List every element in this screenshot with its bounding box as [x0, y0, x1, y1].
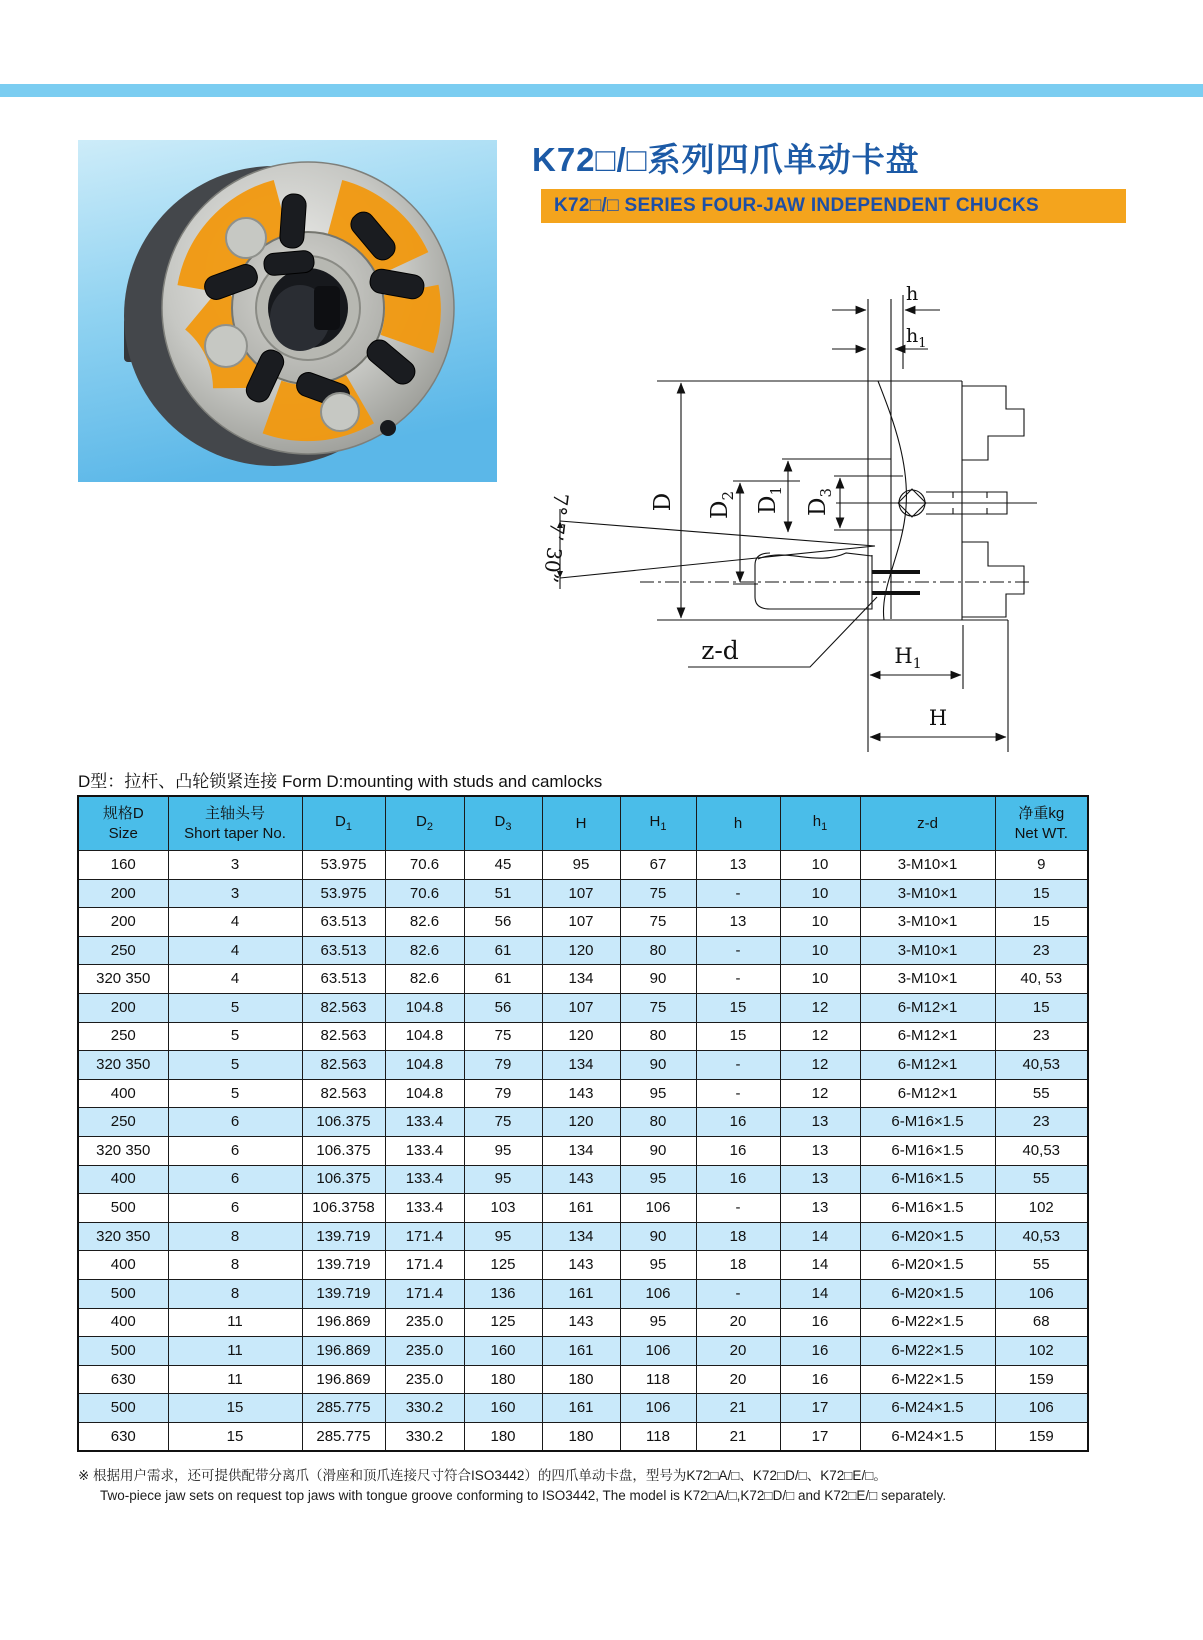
table-cell: -: [696, 1194, 780, 1223]
table-cell: 15: [995, 879, 1088, 908]
dim-D1: [755, 461, 788, 532]
table-cell: 12: [780, 1079, 860, 1108]
table-cell: 63.513: [302, 936, 385, 965]
table-cell: 120: [542, 1022, 620, 1051]
table-cell: 75: [464, 1108, 542, 1137]
table-cell: 250: [78, 1108, 168, 1137]
table-cell: 134: [542, 1051, 620, 1080]
table-cell: 8: [168, 1279, 302, 1308]
table-cell: 107: [542, 993, 620, 1022]
table-cell: 6-M24×1.5: [860, 1422, 995, 1451]
table-cell: 9: [995, 851, 1088, 880]
table-cell: 106: [620, 1337, 696, 1366]
table-cell: 18: [696, 1222, 780, 1251]
table-cell: 15: [995, 908, 1088, 937]
table-row: [78, 965, 1088, 994]
table-cell: 125: [464, 1251, 542, 1280]
top-accent-bar: [0, 84, 1203, 97]
table-cell: 80: [620, 936, 696, 965]
table-cell: 143: [542, 1079, 620, 1108]
table-cell: 160: [464, 1337, 542, 1366]
table-cell: 23: [995, 1022, 1088, 1051]
table-cell: 134: [542, 1222, 620, 1251]
table-cell: 400: [78, 1079, 168, 1108]
table-cell: 235.0: [385, 1337, 464, 1366]
table-row: [78, 1079, 1088, 1108]
table-cell: 6-M12×1: [860, 993, 995, 1022]
table-cell: 180: [542, 1422, 620, 1451]
svg-text:D2: $D_2$: [707, 491, 737, 519]
table-cell: 235.0: [385, 1365, 464, 1394]
column-header: $H_1$: [620, 796, 696, 851]
table-cell: 159: [995, 1365, 1088, 1394]
table-row: [78, 1308, 1088, 1337]
table-cell: 6-M16×1.5: [860, 1194, 995, 1223]
svg-text:H: H: [928, 706, 948, 730]
table-cell: 3-M10×1: [860, 965, 995, 994]
table-cell: 16: [780, 1308, 860, 1337]
series-banner: [541, 189, 1126, 223]
table-cell: 196.869: [302, 1337, 385, 1366]
table-cell: 180: [464, 1422, 542, 1451]
column-header: $h_1$: [780, 796, 860, 851]
table-header-row: [78, 796, 1088, 851]
table-cell: 95: [620, 1079, 696, 1108]
table-row: [78, 1222, 1088, 1251]
table-cell: 171.4: [385, 1222, 464, 1251]
table-cell: 3-M10×1: [860, 908, 995, 937]
table-cell: 95: [464, 1222, 542, 1251]
table-cell: 630: [78, 1365, 168, 1394]
column-header: h: [696, 796, 780, 851]
table-cell: 106.375: [302, 1136, 385, 1165]
table-cell: 250: [78, 936, 168, 965]
table-cell: 200: [78, 908, 168, 937]
product-photo: [78, 140, 497, 482]
column-header: $D_1$: [302, 796, 385, 851]
table-row: [78, 1165, 1088, 1194]
table-cell: 16: [696, 1165, 780, 1194]
table-row: [78, 1051, 1088, 1080]
table-cell: 400: [78, 1165, 168, 1194]
table-cell: 160: [78, 851, 168, 880]
table-cell: 500: [78, 1194, 168, 1223]
table-cell: 161: [542, 1279, 620, 1308]
table-cell: 6: [168, 1194, 302, 1223]
table-cell: 15: [696, 1022, 780, 1051]
table-cell: 4: [168, 965, 302, 994]
table-cell: 4: [168, 936, 302, 965]
table-cell: 16: [780, 1365, 860, 1394]
table-cell: 250: [78, 1022, 168, 1051]
table-cell: 630: [78, 1422, 168, 1451]
table-cell: 106: [620, 1279, 696, 1308]
table-row: [78, 936, 1088, 965]
column-header: H: [542, 796, 620, 851]
table-cell: 235.0: [385, 1308, 464, 1337]
table-cell: 53.975: [302, 879, 385, 908]
table-cell: -: [696, 879, 780, 908]
table-cell: 40,53: [995, 1136, 1088, 1165]
table-cell: 400: [78, 1308, 168, 1337]
table-cell: 3: [168, 879, 302, 908]
table-cell: 104.8: [385, 1051, 464, 1080]
table-cell: 45: [464, 851, 542, 880]
table-cell: 18: [696, 1251, 780, 1280]
table-cell: 75: [620, 993, 696, 1022]
table-cell: 103: [464, 1194, 542, 1223]
table-cell: 6-M22×1.5: [860, 1308, 995, 1337]
table-cell: 161: [542, 1337, 620, 1366]
table-cell: 21: [696, 1422, 780, 1451]
table-cell: 106.375: [302, 1165, 385, 1194]
table-cell: -: [696, 1051, 780, 1080]
table-cell: 6-M12×1: [860, 1022, 995, 1051]
table-cell: 17: [780, 1394, 860, 1423]
table-cell: 40, 53: [995, 965, 1088, 994]
table-cell: 3: [168, 851, 302, 880]
table-cell: -: [696, 1079, 780, 1108]
table-row: [78, 1194, 1088, 1223]
table-cell: 80: [620, 1108, 696, 1137]
stud: [640, 553, 1030, 609]
table-cell: 5: [168, 993, 302, 1022]
table-cell: 139.719: [302, 1222, 385, 1251]
table-cell: 82.563: [302, 1022, 385, 1051]
table-cell: 82.563: [302, 1051, 385, 1080]
table-cell: 68: [995, 1308, 1088, 1337]
table-cell: 90: [620, 1051, 696, 1080]
column-header: z-d: [860, 796, 995, 851]
table-cell: 82.563: [302, 1079, 385, 1108]
table-cell: 285.775: [302, 1422, 385, 1451]
svg-text:z-d: z-d: [701, 636, 739, 665]
table-cell: 104.8: [385, 993, 464, 1022]
table-cell: 13: [780, 1108, 860, 1137]
column-header: 规格D Size: [78, 796, 168, 851]
table-cell: 14: [780, 1222, 860, 1251]
table-cell: 10: [780, 879, 860, 908]
table-cell: 139.719: [302, 1279, 385, 1308]
table-cell: 16: [696, 1136, 780, 1165]
table-cell: 56: [464, 908, 542, 937]
z-d-label: [688, 597, 877, 667]
table-cell: 11: [168, 1337, 302, 1366]
table-cell: 6: [168, 1165, 302, 1194]
table-cell: 320 350: [78, 1222, 168, 1251]
table-cell: 55: [995, 1079, 1088, 1108]
table-row: [78, 908, 1088, 937]
table-cell: 104.8: [385, 1022, 464, 1051]
table-cell: 16: [780, 1337, 860, 1366]
table-cell: 6-M16×1.5: [860, 1108, 995, 1137]
table-cell: 320 350: [78, 1051, 168, 1080]
table-cell: 75: [620, 908, 696, 937]
table-cell: 53.975: [302, 851, 385, 880]
table-cell: 55: [995, 1165, 1088, 1194]
table-cell: 21: [696, 1394, 780, 1423]
table-cell: 79: [464, 1051, 542, 1080]
table-cell: 133.4: [385, 1136, 464, 1165]
table-cell: 70.6: [385, 851, 464, 880]
table-cell: 6-M12×1: [860, 1079, 995, 1108]
table-cell: 40,53: [995, 1051, 1088, 1080]
table-cell: 107: [542, 908, 620, 937]
column-header: 主轴头号 Short taper No.: [168, 796, 302, 851]
table-cell: 6-M22×1.5: [860, 1365, 995, 1394]
table-cell: 171.4: [385, 1251, 464, 1280]
chuck-photo-illustration: [78, 140, 497, 482]
table-cell: 61: [464, 965, 542, 994]
table-cell: 10: [780, 908, 860, 937]
table-cell: 12: [780, 993, 860, 1022]
table-cell: 180: [542, 1365, 620, 1394]
table-cell: 90: [620, 1136, 696, 1165]
table-cell: 5: [168, 1079, 302, 1108]
table-cell: 106: [995, 1279, 1088, 1308]
table-row: [78, 1365, 1088, 1394]
table-cell: 75: [464, 1022, 542, 1051]
table-cell: 3-M10×1: [860, 851, 995, 880]
table-cell: 106: [995, 1394, 1088, 1423]
table-cell: 23: [995, 1108, 1088, 1137]
table-cell: 6: [168, 1136, 302, 1165]
angle-label: 7° 7’ 30”: [538, 491, 574, 585]
table-cell: 133.4: [385, 1165, 464, 1194]
table-cell: 82.6: [385, 936, 464, 965]
table-cell: 106: [620, 1194, 696, 1223]
table-cell: 3-M10×1: [860, 936, 995, 965]
table-cell: 15: [168, 1422, 302, 1451]
table-cell: 161: [542, 1194, 620, 1223]
table-cell: 6-M24×1.5: [860, 1394, 995, 1423]
table-cell: 196.869: [302, 1308, 385, 1337]
table-cell: 134: [542, 1136, 620, 1165]
table-cell: 143: [542, 1251, 620, 1280]
table-cell: 104.8: [385, 1079, 464, 1108]
table-cell: 102: [995, 1337, 1088, 1366]
table-cell: 13: [780, 1194, 860, 1223]
table-cell: 15: [696, 993, 780, 1022]
table-cell: 6-M20×1.5: [860, 1279, 995, 1308]
dim-H: [870, 620, 1008, 752]
table-row: [78, 1136, 1088, 1165]
table-row: [78, 1279, 1088, 1308]
table-cell: 500: [78, 1394, 168, 1423]
table-cell: 11: [168, 1308, 302, 1337]
table-cell: 13: [696, 851, 780, 880]
table-row: [78, 1422, 1088, 1451]
table-cell: 80: [620, 1022, 696, 1051]
table-cell: 90: [620, 965, 696, 994]
table-cell: 143: [542, 1165, 620, 1194]
table-cell: 15: [168, 1394, 302, 1423]
table-cell: 95: [464, 1165, 542, 1194]
technical-drawing: [525, 252, 1037, 762]
column-header: $D_3$: [464, 796, 542, 851]
table-cell: 330.2: [385, 1394, 464, 1423]
table-cell: 180: [464, 1365, 542, 1394]
table-cell: 4: [168, 908, 302, 937]
table-cell: 320 350: [78, 1136, 168, 1165]
table-row: [78, 1251, 1088, 1280]
table-cell: 8: [168, 1251, 302, 1280]
table-cell: 13: [780, 1136, 860, 1165]
dim-D: [650, 383, 681, 618]
table-row: [78, 993, 1088, 1022]
table-cell: 200: [78, 993, 168, 1022]
table-row: [78, 851, 1088, 880]
table-cell: 400: [78, 1251, 168, 1280]
table-cell: 12: [780, 1022, 860, 1051]
table-cell: 3-M10×1: [860, 879, 995, 908]
dim-h: [832, 283, 940, 310]
table-cell: 90: [620, 1222, 696, 1251]
table-row: [78, 879, 1088, 908]
table-cell: 160: [464, 1394, 542, 1423]
table-cell: 95: [620, 1165, 696, 1194]
table-cell: 14: [780, 1279, 860, 1308]
footnotes: [78, 1466, 946, 1507]
table-cell: -: [696, 1279, 780, 1308]
dim-D2: [707, 483, 740, 582]
svg-text:D1: $D_1$: [755, 486, 785, 514]
svg-text:D3: $D_3$: [805, 488, 835, 516]
table-cell: 143: [542, 1308, 620, 1337]
table-cell: 10: [780, 965, 860, 994]
table-cell: 107: [542, 879, 620, 908]
table-cell: 6-M20×1.5: [860, 1251, 995, 1280]
footnote-zh: ※ 根据用户需求，还可提供配带分离爪（滑座和顶爪连接尺寸符合ISO3442）的四爪单动卡盘，型号为K72□A/□、K72□D/□、K72□E/□。: [78, 1468, 887, 1483]
table-cell: 20: [696, 1308, 780, 1337]
page-title: K72□/□系列四爪单动卡盘: [532, 141, 920, 178]
table-cell: 320 350: [78, 965, 168, 994]
table-cell: 56: [464, 993, 542, 1022]
table-cell: 61: [464, 936, 542, 965]
table-cell: 13: [696, 908, 780, 937]
table-cell: 139.719: [302, 1251, 385, 1280]
table-cell: 330.2: [385, 1422, 464, 1451]
table-cell: 16: [696, 1108, 780, 1137]
camlock: [836, 489, 1037, 517]
table-cell: 95: [464, 1136, 542, 1165]
table-cell: 136: [464, 1279, 542, 1308]
svg-text:h1: $h_1$: [906, 325, 927, 351]
table-cell: 118: [620, 1365, 696, 1394]
table-cell: 161: [542, 1394, 620, 1423]
table-cell: 51: [464, 879, 542, 908]
table-cell: 10: [780, 851, 860, 880]
column-header: $D_2$: [385, 796, 464, 851]
table-cell: 79: [464, 1079, 542, 1108]
table-cell: 17: [780, 1422, 860, 1451]
table-cell: 5: [168, 1022, 302, 1051]
table-cell: 159: [995, 1422, 1088, 1451]
table-cell: 500: [78, 1337, 168, 1366]
table-cell: 120: [542, 1108, 620, 1137]
table-row: [78, 1108, 1088, 1137]
table-cell: -: [696, 936, 780, 965]
table-cell: 106: [620, 1394, 696, 1423]
table-row: [78, 1022, 1088, 1051]
table-cell: 12: [780, 1051, 860, 1080]
table-cell: 15: [995, 993, 1088, 1022]
table-cell: 82.6: [385, 965, 464, 994]
table-cell: 8: [168, 1222, 302, 1251]
footnote-en: Two-piece jaw sets on request top jaws with tongue groove conforming to ISO3442, The model is K72□A/□,K72□D/□ and K72□E/□ separately.: [100, 1488, 947, 1504]
table-cell: 13: [780, 1165, 860, 1194]
dim-h1: [832, 325, 928, 351]
table-cell: 11: [168, 1365, 302, 1394]
table-cell: 82.6: [385, 908, 464, 937]
table-cell: 95: [620, 1308, 696, 1337]
table-cell: 5: [168, 1051, 302, 1080]
table-cell: 133.4: [385, 1194, 464, 1223]
table-cell: 55: [995, 1251, 1088, 1280]
table-cell: 95: [542, 851, 620, 880]
table-cell: 106.375: [302, 1108, 385, 1137]
table-cell: 200: [78, 879, 168, 908]
table-cell: 20: [696, 1337, 780, 1366]
svg-text:D: D: [650, 492, 676, 512]
svg-text:h: h: [906, 283, 919, 305]
table-cell: 196.869: [302, 1365, 385, 1394]
table-cell: 171.4: [385, 1279, 464, 1308]
table-cell: -: [696, 965, 780, 994]
table-cell: 6-M16×1.5: [860, 1136, 995, 1165]
table-cell: 102: [995, 1194, 1088, 1223]
table-cell: 82.563: [302, 993, 385, 1022]
table-row: [78, 1337, 1088, 1366]
table-cell: 70.6: [385, 879, 464, 908]
table-cell: 106.3758: [302, 1194, 385, 1223]
table-cell: 10: [780, 936, 860, 965]
table-cell: 6: [168, 1108, 302, 1137]
table-cell: 20: [696, 1365, 780, 1394]
table-cell: 63.513: [302, 965, 385, 994]
series-banner-text: K72□/□ SERIES FOUR-JAW INDEPENDENT CHUCKS: [554, 195, 1039, 216]
table-cell: 14: [780, 1251, 860, 1280]
table-cell: 40,53: [995, 1222, 1088, 1251]
table-cell: 118: [620, 1422, 696, 1451]
table-cell: 67: [620, 851, 696, 880]
table-cell: 95: [620, 1251, 696, 1280]
table-cell: 134: [542, 965, 620, 994]
table-cell: 6-M16×1.5: [860, 1165, 995, 1194]
table-caption: D型：拉杆、凸轮锁紧连接 Form D:mounting with studs and camlocks: [78, 772, 603, 791]
table-cell: 500: [78, 1279, 168, 1308]
table-cell: 120: [542, 936, 620, 965]
table-cell: 75: [620, 879, 696, 908]
specification-table: [77, 795, 1089, 1452]
dim-H1: [870, 625, 963, 689]
table-row: [78, 1394, 1088, 1423]
table-cell: 63.513: [302, 908, 385, 937]
table-cell: 125: [464, 1308, 542, 1337]
table-cell: 133.4: [385, 1108, 464, 1137]
table-cell: 6-M12×1: [860, 1051, 995, 1080]
table-cell: 285.775: [302, 1394, 385, 1423]
table-body: [78, 851, 1088, 1452]
table-cell: 23: [995, 936, 1088, 965]
table-cell: 6-M20×1.5: [860, 1222, 995, 1251]
table-cell: 6-M22×1.5: [860, 1337, 995, 1366]
svg-text:H1: $H_1$: [894, 644, 922, 672]
dim-D3: [805, 478, 840, 528]
column-header: 净重kg Net WT.: [995, 796, 1088, 851]
